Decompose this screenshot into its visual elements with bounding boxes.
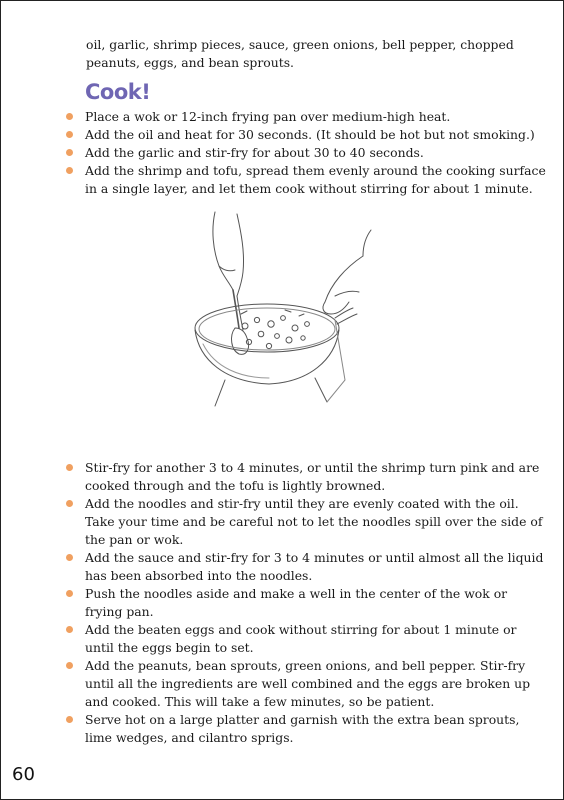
steps-list-top: [66, 108, 546, 198]
step-item: Add the peanuts, bean sprouts, green onions, and bell pepper. Stir-fry until all the ingredients are well combined and the eggs are broken up and cooked. This will take a few minutes, so be patient.: [66, 657, 546, 711]
wok-stirfry-illustration: [185, 210, 375, 450]
bullet-icon: [66, 626, 73, 633]
intro-text: oil, garlic, shrimp pieces, sauce, green onions, bell pepper, chopped peanuts, eggs, and bean sprouts.: [86, 37, 514, 70]
bullet-icon: [66, 167, 73, 174]
step-item: Add the garlic and stir-fry for about 30 to 40 seconds.: [66, 144, 546, 162]
page-number: 60: [12, 764, 35, 785]
step-item: Add the beaten eggs and cook without stirring for about 1 minute or until the eggs begin to set.: [66, 621, 546, 657]
section-heading: Cook!: [85, 80, 151, 104]
bullet-icon: [66, 716, 73, 723]
bullet-icon: [66, 590, 73, 597]
bullet-icon: [66, 131, 73, 138]
step-item: Serve hot on a large platter and garnish with the extra bean sprouts, lime wedges, and cilantro sprigs.: [66, 711, 546, 747]
step-item: Add the shrimp and tofu, spread them evenly around the cooking surface in a single layer, and let them cook without stirring for about 1 minute.: [66, 162, 546, 198]
bullet-icon: [66, 113, 73, 120]
steps-list-bottom: [66, 459, 546, 747]
step-item: Push the noodles aside and make a well in the center of the wok or frying pan.: [66, 585, 546, 621]
bullet-icon: [66, 554, 73, 561]
step-item: Place a wok or 12-inch frying pan over medium-high heat.: [66, 108, 546, 126]
bullet-icon: [66, 500, 73, 507]
bullet-icon: [66, 149, 73, 156]
step-item: Add the sauce and stir-fry for 3 to 4 minutes or until almost all the liquid has been absorbed into the noodles.: [66, 549, 546, 585]
step-item: Add the noodles and stir-fry until they are evenly coated with the oil. Take your time and be careful not to let the noodles spill over the side of the pan or wok.: [66, 495, 546, 549]
bullet-icon: [66, 662, 73, 669]
step-item: Stir-fry for another 3 to 4 minutes, or until the shrimp turn pink and are cooked through and the tofu is lightly browned.: [66, 459, 546, 495]
bullet-icon: [66, 464, 73, 471]
step-item: Add the oil and heat for 30 seconds. (It should be hot but not smoking.): [66, 126, 546, 144]
